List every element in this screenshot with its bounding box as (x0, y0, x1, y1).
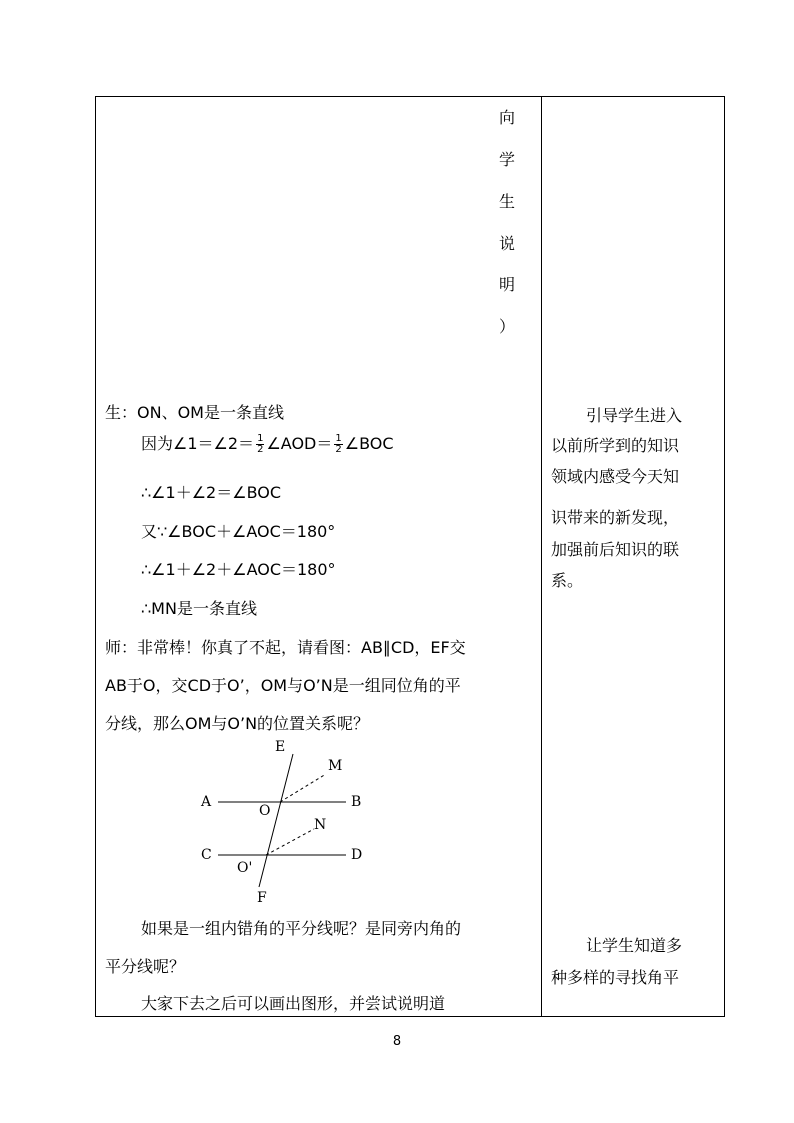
vertical-char: 向 (498, 108, 515, 127)
note-line: 以前所学到的知识 (551, 436, 680, 455)
teacher-line-3: 分线，那么OM与O’N的位置关系呢？ (105, 714, 370, 733)
label-d: D (351, 847, 363, 863)
note-line: 加强前后知识的联 (551, 540, 680, 559)
teacher-line-2: AB于O，交CD于O’，OM与O’N是一组同位角的平 (105, 676, 461, 695)
label-f: F (257, 890, 267, 906)
proof-because-line (141, 433, 394, 455)
because-prefix: 因为∠1＝∠2＝ (141, 434, 255, 453)
proof-therefore-2: ∴∠1＋∠2＋∠AOC＝180° (141, 560, 336, 579)
label-b: B (351, 794, 362, 810)
homework-line: 大家下去之后可以画出图形，并尝试说明道 (141, 994, 446, 1013)
label-a: A (201, 794, 212, 810)
label-c: C (201, 847, 212, 863)
note-line: 种多样的寻找角平 (551, 968, 680, 987)
vertical-char: ） (498, 317, 515, 336)
note-line: 让学生知道多 (586, 936, 683, 955)
line-ef (259, 754, 293, 887)
question-line-2: 平分线呢？ (105, 957, 186, 976)
vertical-char: 明 (498, 275, 515, 294)
fraction-numerator: 1 (257, 433, 264, 444)
label-m: M (328, 758, 343, 774)
because-mid: ∠AOD＝ (266, 434, 333, 453)
note-line: 领域内感受今天知 (551, 467, 680, 486)
label-o-prime: O' (237, 860, 253, 876)
fraction-half (256, 434, 264, 455)
vertical-char: 生 (498, 192, 515, 211)
note-line: 识带来的新发现， (551, 508, 680, 527)
proof-therefore-3: ∴MN是一条直线 (141, 599, 257, 618)
teacher-line-1: 师：非常棒！你真了不起，请看图：AB∥CD，EF交 (105, 638, 466, 657)
vertical-char: 说 (498, 234, 515, 253)
lesson-table (95, 96, 725, 1017)
proof-therefore-1: ∴∠1＋∠2＝∠BOC (141, 483, 282, 502)
fraction-half (334, 434, 342, 455)
fraction-denominator: 2 (335, 444, 342, 455)
note-line: 系。 (551, 571, 584, 590)
column-divider (541, 97, 542, 1016)
because-end: ∠BOC (344, 434, 394, 453)
fraction-numerator: 1 (335, 433, 342, 444)
vertical-char: 学 (498, 150, 515, 169)
parallel-lines-diagram (196, 737, 376, 907)
fraction-denominator: 2 (257, 444, 264, 455)
label-n: N (314, 817, 327, 833)
page-number: 8 (392, 1034, 402, 1049)
question-line-1: 如果是一组内错角的平分线呢？是同旁内角的 (141, 919, 462, 938)
label-o: O (259, 803, 271, 819)
label-e: E (275, 739, 286, 755)
proof-also: 又∵∠BOC＋∠AOC＝180° (141, 522, 336, 541)
note-line: 引导学生进入 (586, 406, 683, 425)
student-answer: 生：ON、OM是一条直线 (105, 403, 284, 422)
